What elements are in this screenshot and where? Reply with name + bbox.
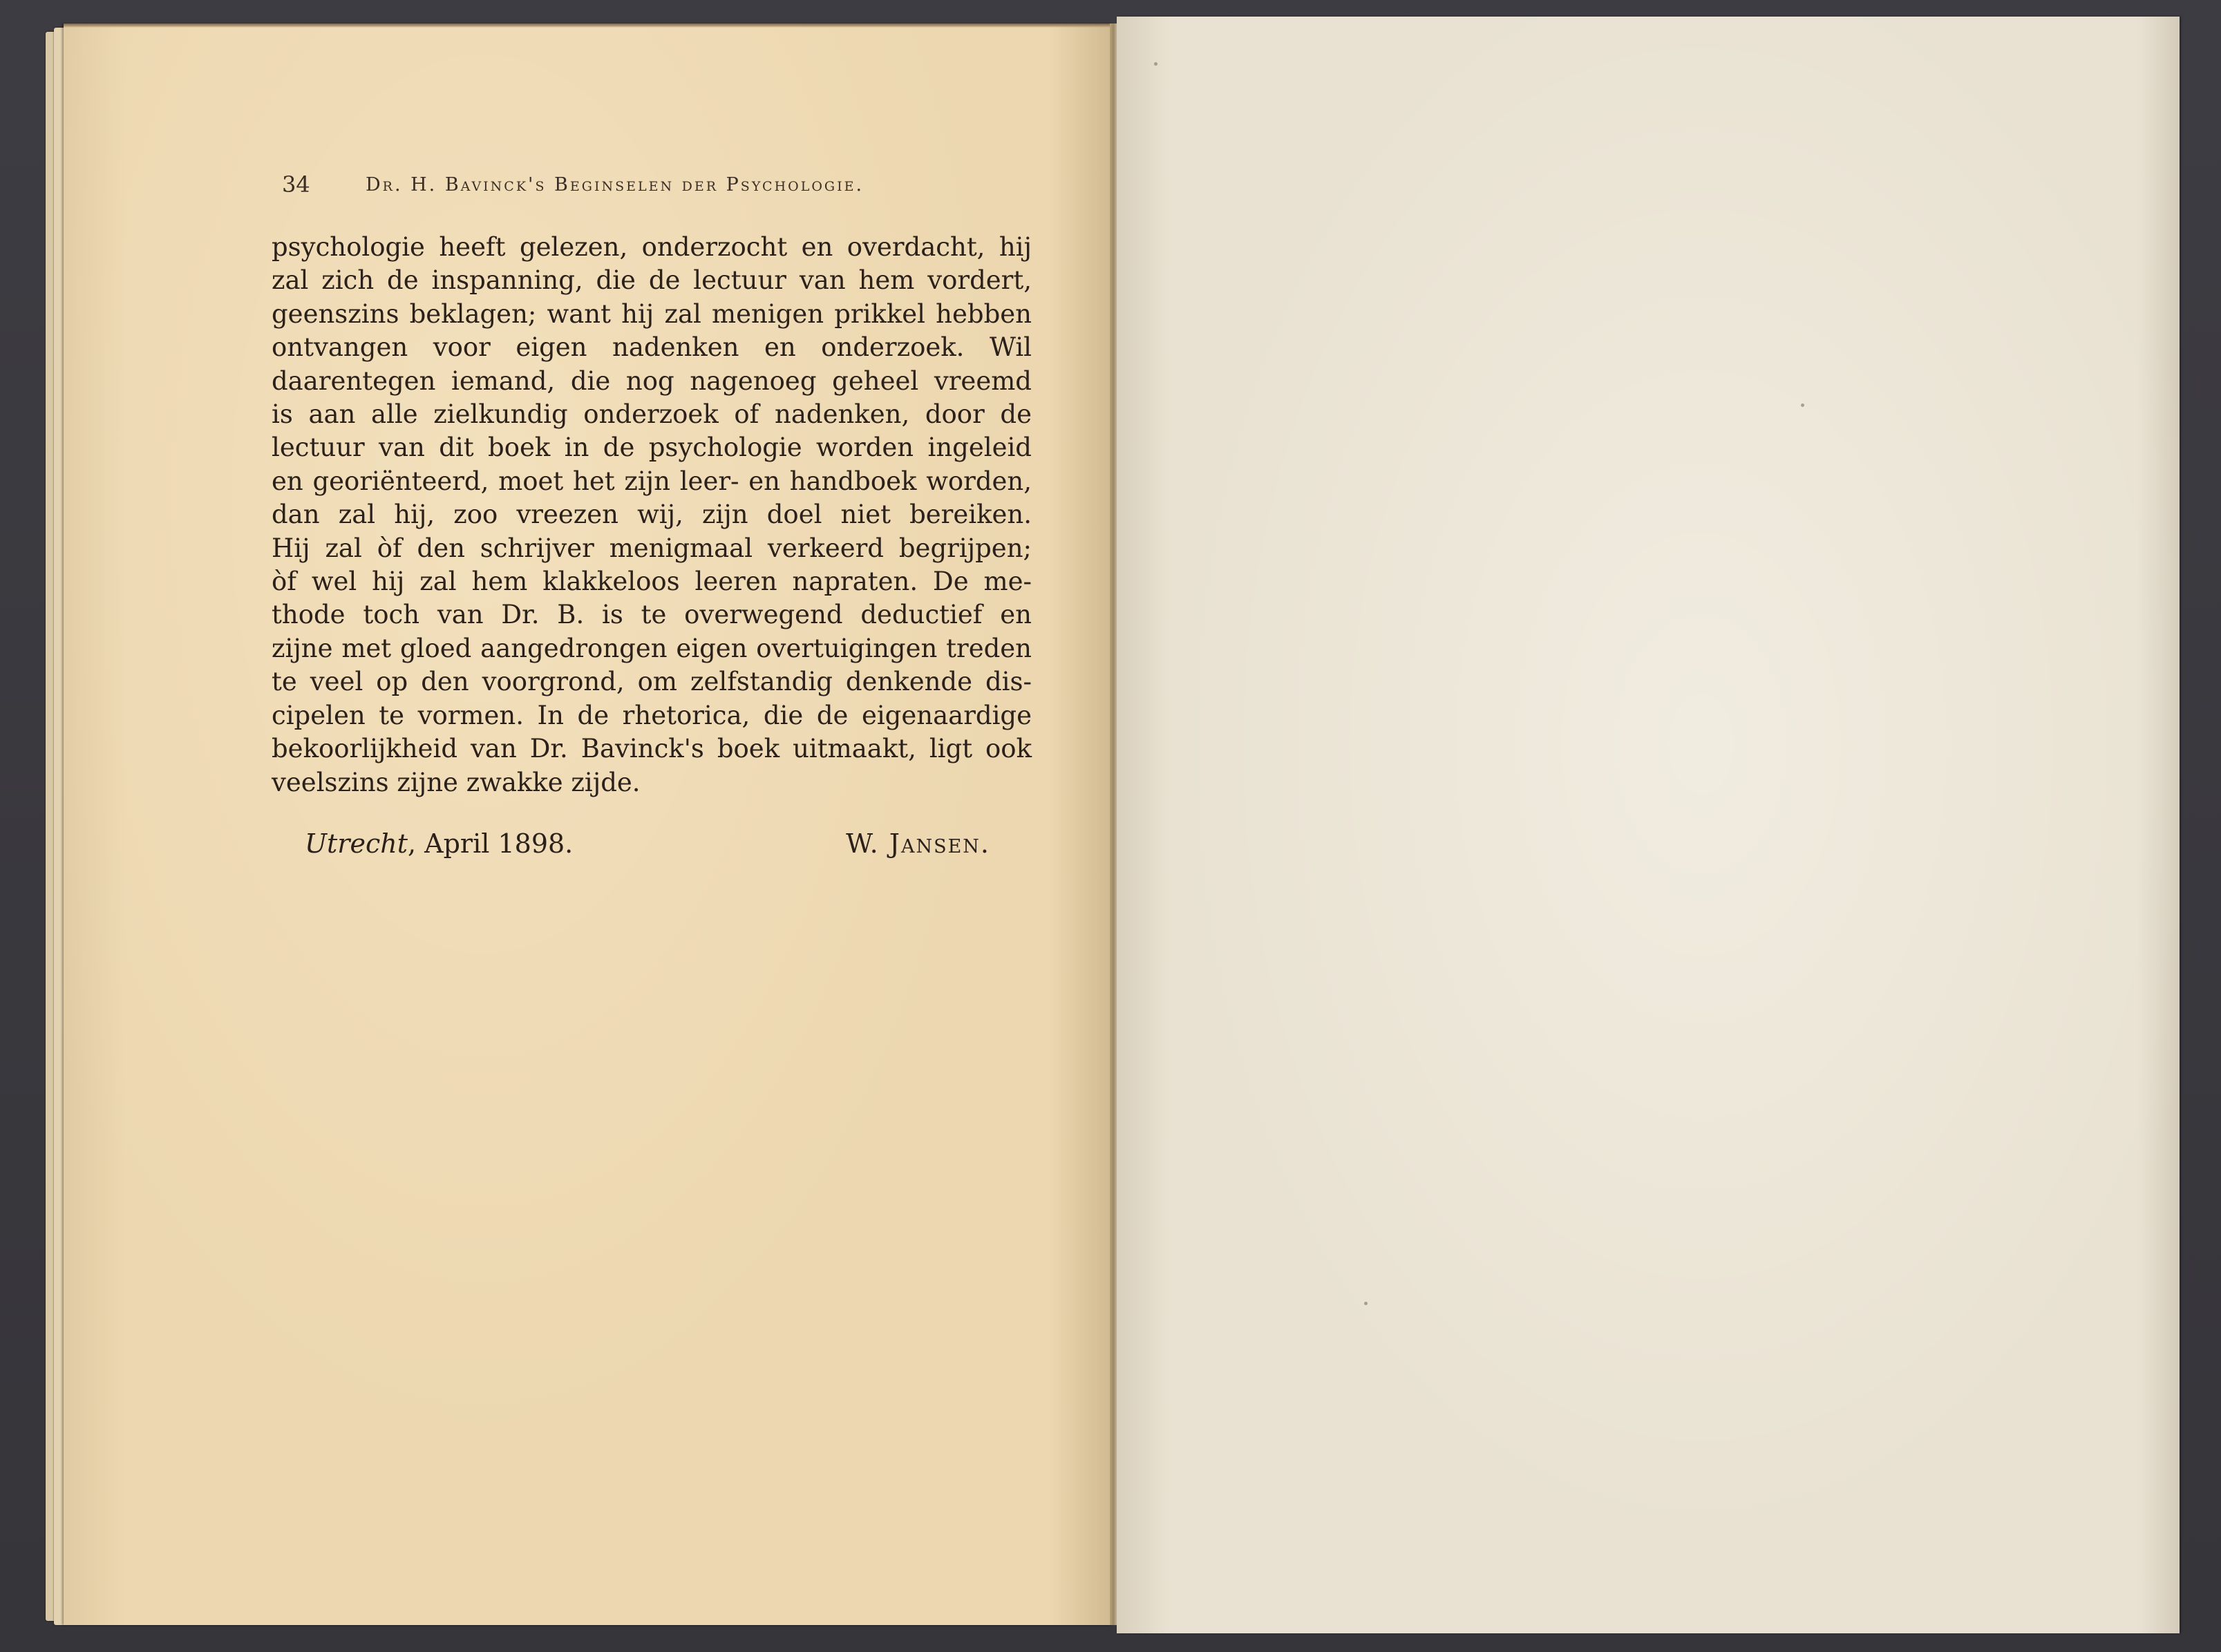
text-line: cipelen te vormen. In de rhetorica, die de eigenaardige	[272, 700, 1032, 730]
text-line: ontvangen voor eigen nadenken en onderzoek. Wil	[272, 332, 1032, 363]
signature-author: W. Jansen.	[846, 828, 990, 859]
text-line: bekoorlijkheid van Dr. Bavinck's boek uitmaakt, ligt ook	[272, 734, 1032, 764]
text-line: daarentegen iemand, die nog nagenoeg geheel vreemd	[272, 365, 1032, 396]
text-line: psychologie heeft gelezen, onderzocht en overdacht, hij	[272, 232, 1032, 262]
signature-date: , April 1898.	[407, 828, 574, 859]
signature-line	[272, 828, 1032, 870]
text-line: geenszins beklagen; want hij zal menigen prikkel hebben	[272, 298, 1032, 329]
running-head-title: Dr. H. Bavinck's Beginselen der Psychologie.	[366, 174, 864, 196]
paper-fleck	[1154, 62, 1157, 66]
text-line: te veel op den voorgrond, om zelfstandig denkende dis-	[272, 667, 1032, 697]
signature-place: Utrecht	[305, 828, 408, 859]
text-line: thode toch van Dr. B. is te overwegend deductief en	[272, 600, 1032, 630]
text-line: lectuur van dit boek in de psychologie worden ingeleid	[272, 433, 1032, 463]
text-line-final: veelszins zijne zwakke zijde.	[272, 767, 641, 797]
text-line: dan zal hij, zoo vreezen wij, zijn doel niet bereiken.	[272, 500, 1032, 530]
paper-fleck	[1801, 403, 1804, 407]
text-line: en georiënteerd, moet het zijn leer- en handboek worden,	[272, 466, 1032, 496]
text-line: Hij zal òf den schrijver menigmaal verkeerd begrijpen;	[272, 533, 1032, 563]
text-line: is aan alle zielkundig onderzoek of nadenken, door de	[272, 399, 1032, 430]
text-line: zal zich de inspanning, die de lectuur van hem vordert,	[272, 265, 1032, 296]
place-and-date	[305, 828, 573, 859]
text-line: òf wel hij zal hem klakkeloos leeren napraten. De me-	[272, 567, 1032, 597]
page-text-block	[272, 171, 1032, 870]
running-head	[272, 171, 1032, 199]
text-line: zijne met gloed aangedrongen eigen overtuigingen treden	[272, 633, 1032, 663]
page-number: 34	[282, 171, 310, 198]
right-page-blank	[1117, 17, 2180, 1633]
left-page-top-edge	[64, 23, 1113, 28]
body-paragraph	[272, 231, 1032, 799]
paper-fleck	[1364, 1302, 1368, 1305]
